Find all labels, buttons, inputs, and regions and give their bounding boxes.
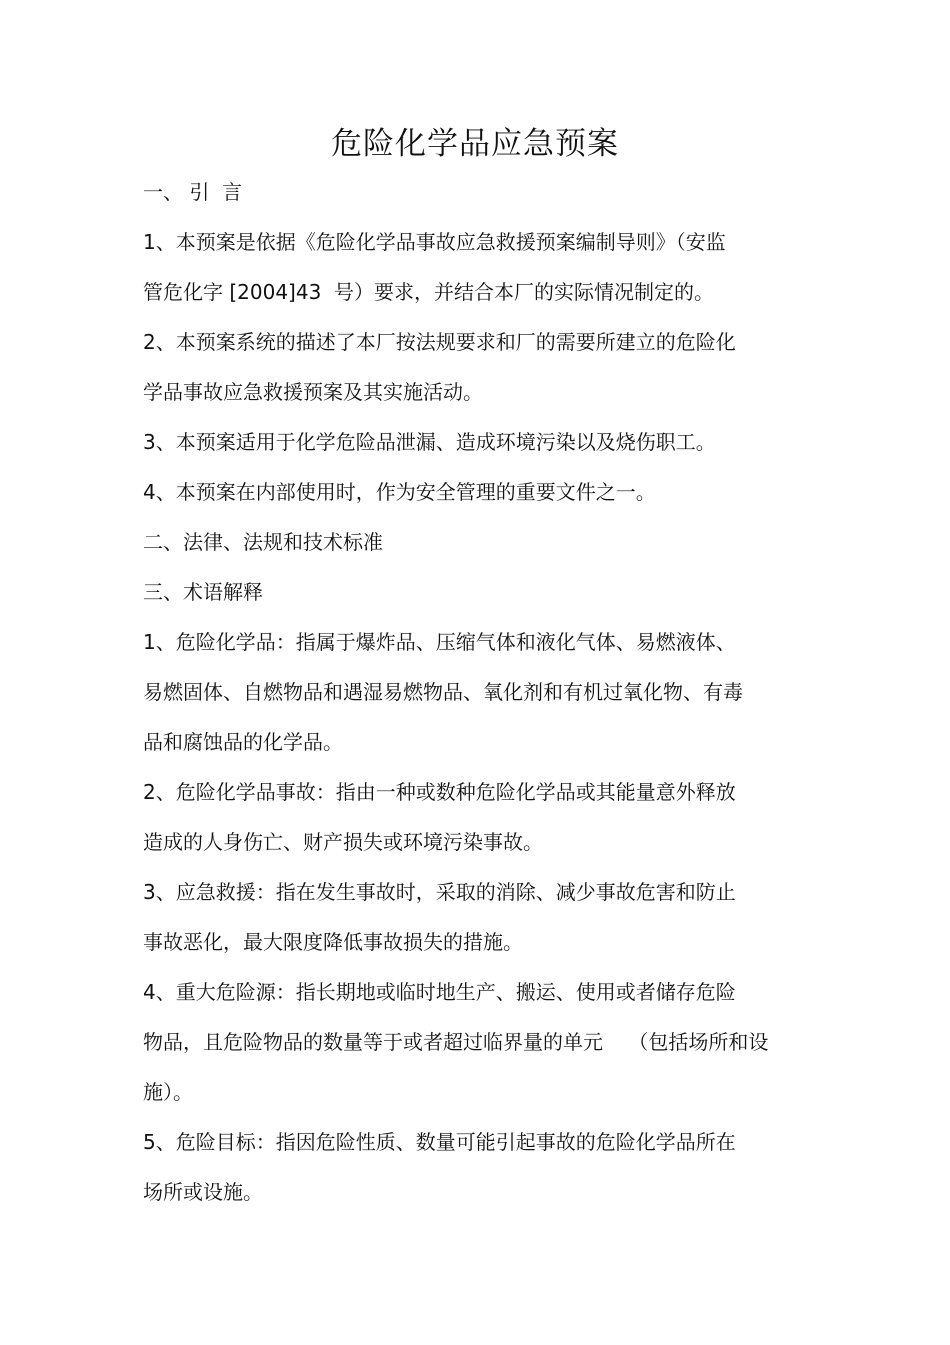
paragraph-line: 管危化字 [2004]43 号）要求，并结合本厂的实际情况制定的。	[143, 280, 715, 304]
paragraph-line: 1、危险化学品：指属于爆炸品、压缩气体和液化气体、易燃液体、	[143, 630, 736, 654]
paragraph-line: 2、本预案系统的描述了本厂按法规要求和厂的需要所建立的危险化	[143, 330, 736, 354]
paragraph-line: 4、重大危险源：指长期地或临时地生产、搬运、使用或者储存危险	[143, 980, 736, 1004]
paragraph-line: 5、危险目标：指因危险性质、数量可能引起事故的危险化学品所在	[143, 1130, 736, 1154]
paragraph-line: 学品事故应急救援预案及其实施活动。	[143, 380, 483, 404]
paragraph-line: 3、应急救援：指在发生事故时，采取的消除、减少事故危害和防止	[143, 880, 736, 904]
paragraph-line: 物品，且危险物品的数量等于或者超过临界量的单元 （包括场所和设	[143, 1030, 769, 1054]
paragraph-line: 场所或设施。	[143, 1180, 263, 1204]
section-heading-laws: 二、法律、法规和技术标准	[143, 530, 383, 554]
paragraph-line: 1、本预案是依据《危险化学品事故应急救援预案编制导则》（安监	[143, 230, 726, 254]
paragraph-line: 3、本预案适用于化学危险品泄漏、造成环境污染以及烧伤职工。	[143, 430, 716, 454]
paragraph-line: 4、本预案在内部使用时，作为安全管理的重要文件之一。	[143, 480, 656, 504]
section-heading-terms: 三、术语解释	[143, 580, 263, 604]
section-heading-intro: 一、 引 言	[143, 180, 243, 204]
paragraph-line: 易燃固体、自燃物品和遇湿易燃物品、氧化剂和有机过氧化物、有毒	[143, 680, 743, 704]
paragraph-line: 施）。	[143, 1080, 193, 1104]
paragraph-line: 2、危险化学品事故：指由一种或数种危险化学品或其能量意外释放	[143, 780, 736, 804]
paragraph-line: 造成的人身伤亡、财产损失或环境污染事故。	[143, 830, 543, 854]
document-title: 危险化学品应急预案	[331, 126, 619, 162]
paragraph-line: 事故恶化，最大限度降低事故损失的措施。	[143, 930, 523, 954]
paragraph-line: 品和腐蚀品的化学品。	[143, 730, 343, 754]
